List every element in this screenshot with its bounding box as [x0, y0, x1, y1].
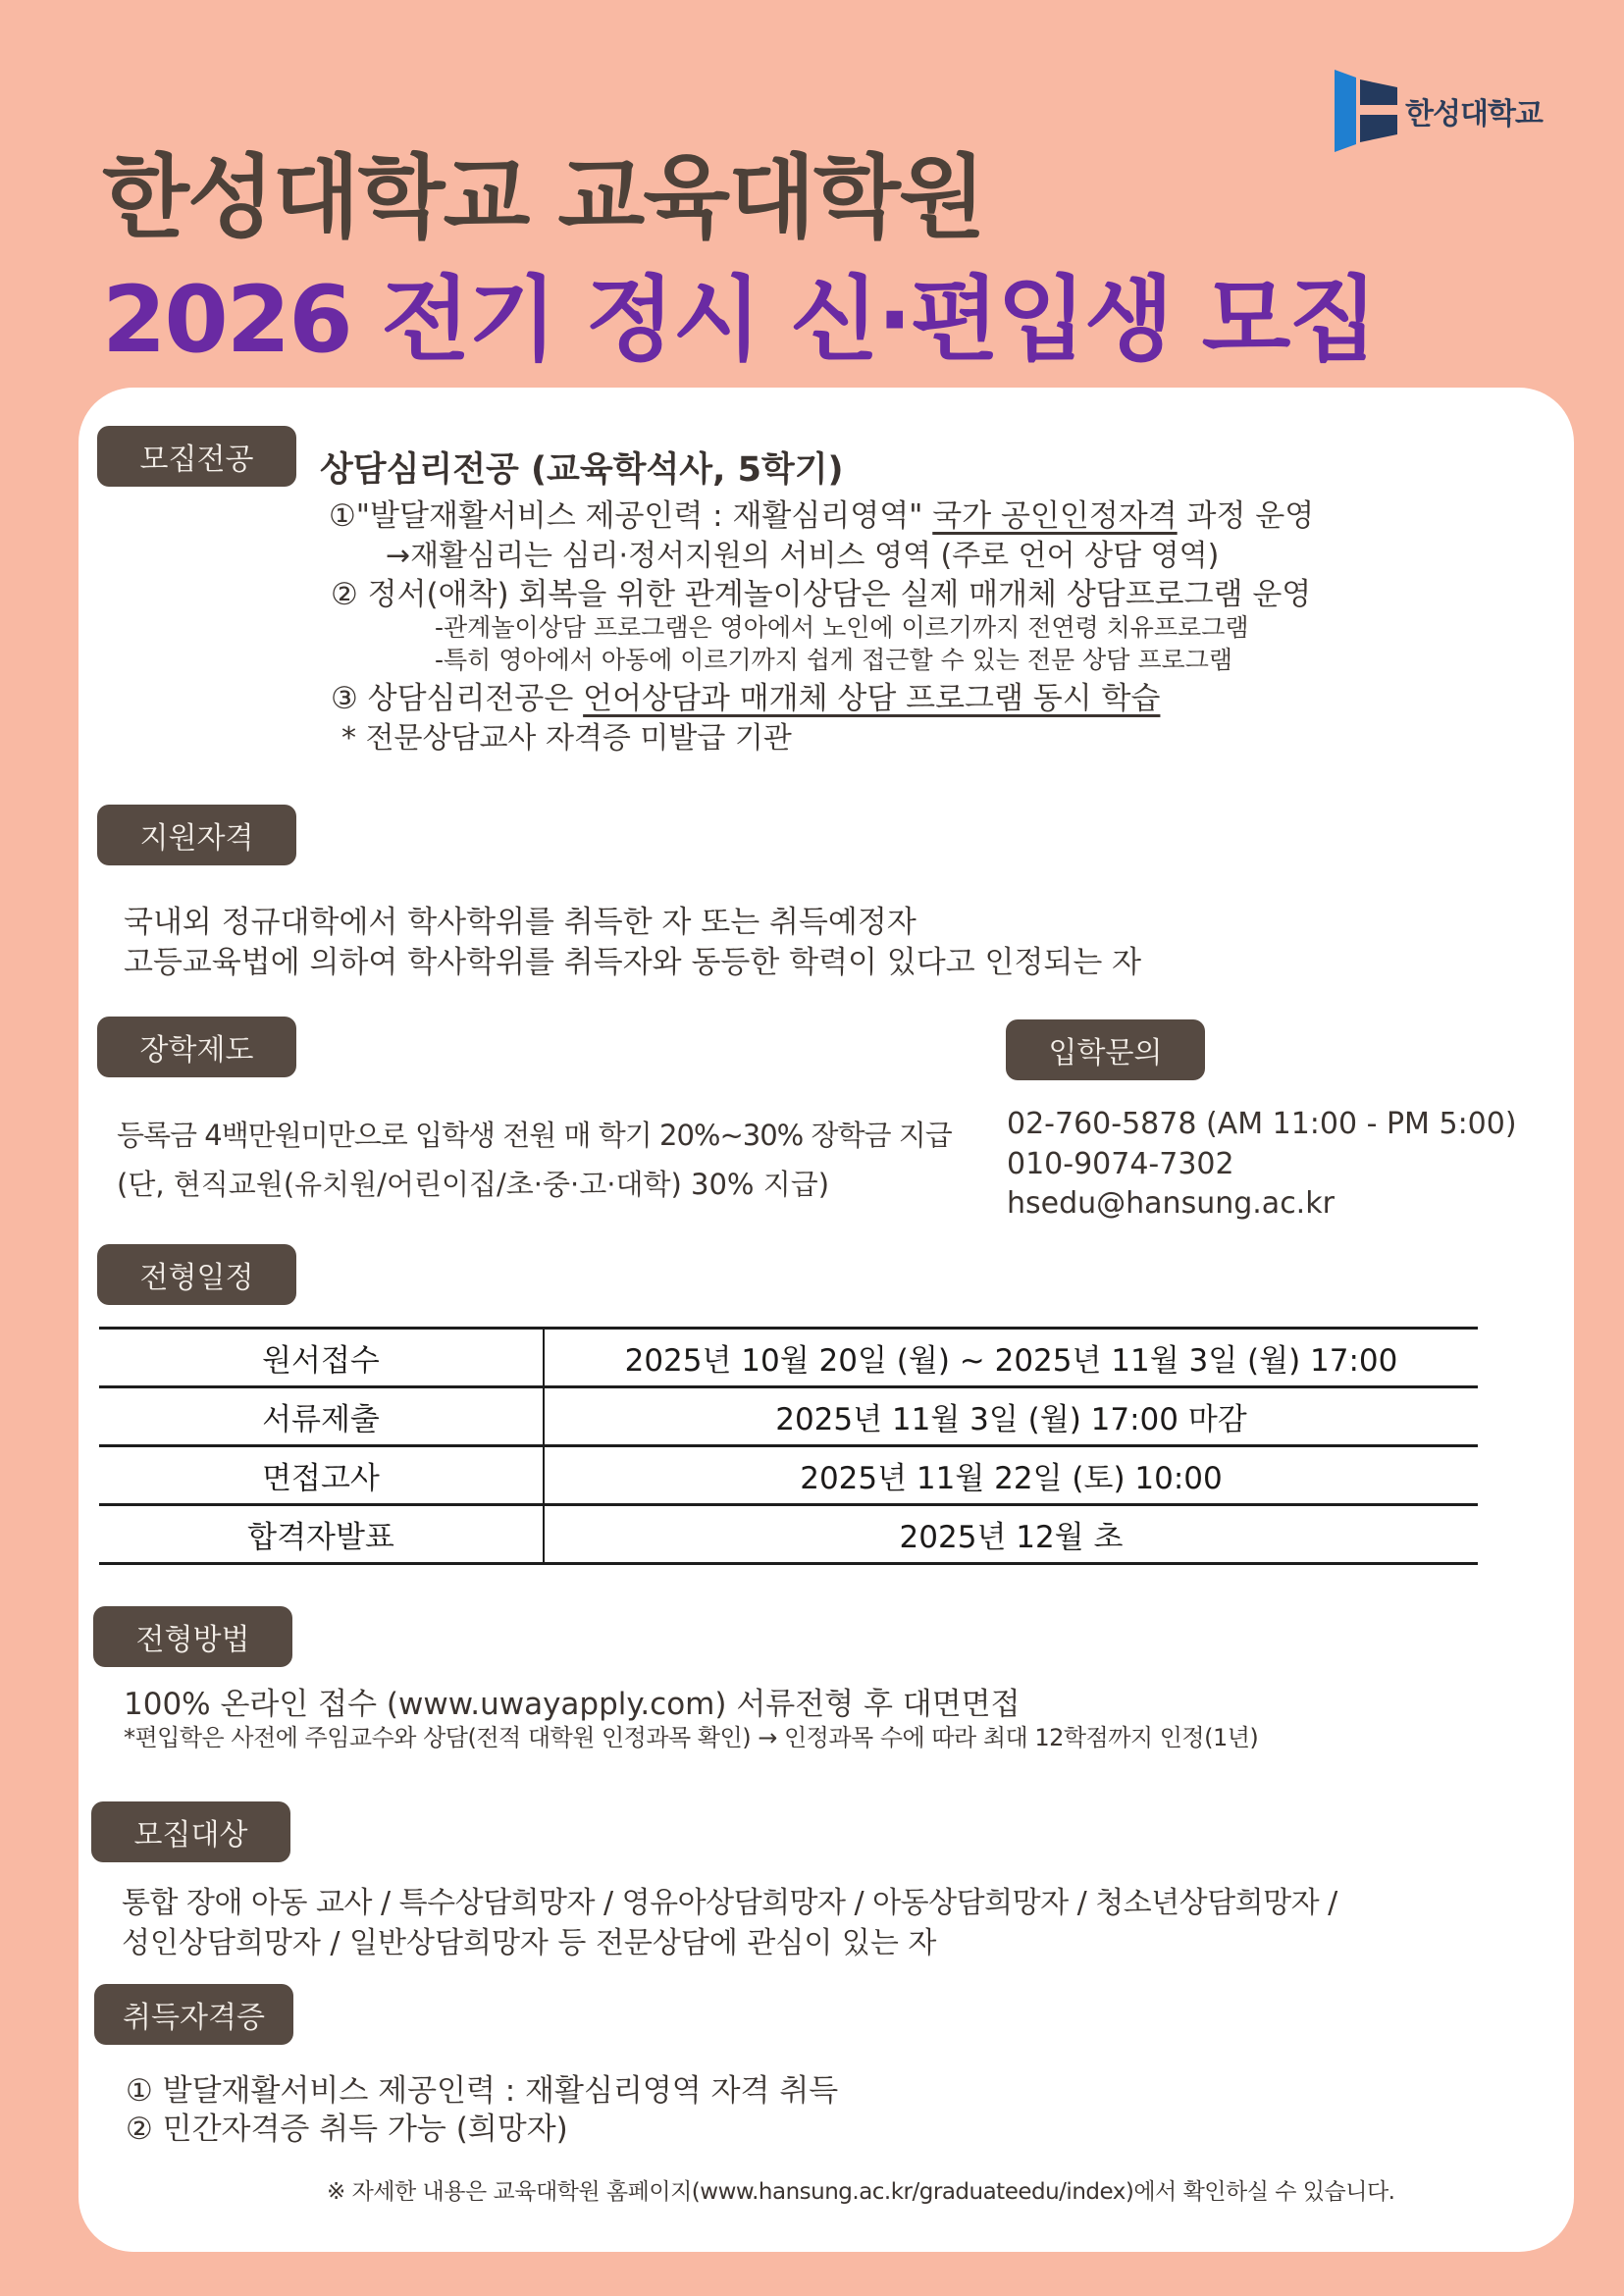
- schedule-value: 2025년 10월 20일 (월) ~ 2025년 11월 3일 (월) 17:00: [544, 1329, 1478, 1387]
- major-heading: 상담심리전공 (교육학석사, 5학기): [320, 450, 844, 490]
- page-title: 한성대학교 교육대학원: [102, 145, 984, 250]
- major-item-1-sub: →재활심리는 심리·정서지원의 서비스 영역 (주로 언어 상담 영역): [386, 539, 1220, 573]
- table-row: [99, 1387, 1478, 1446]
- schedule-label: 서류제출: [99, 1387, 544, 1446]
- major-item-1: ①"발달재활서비스 제공인력 : 재활심리영역" 국가 공인인정자격 과정 운영: [329, 498, 1315, 534]
- certificate-line-2: ② 민간자격증 취득 가능 (희망자): [126, 2112, 568, 2147]
- scholarship-line-1: 등록금 4백만원미만으로 입학생 전원 매 학기 20%~30% 장학금 지급: [117, 1119, 952, 1152]
- section-tag-recruit-major: 모집전공: [97, 426, 296, 487]
- qualification-line-1: 국내외 정규대학에서 학사학위를 취득한 자 또는 취득예정자: [124, 905, 917, 940]
- schedule-label: 면접고사: [99, 1446, 544, 1505]
- major-item-2-sub-2: -특히 영아에서 아동에 이르기까지 쉽게 접근할 수 있는 전문 상담 프로그램: [435, 646, 1232, 674]
- target-line-2: 성인상담희망자 / 일반상담희망자 등 전문상담에 관심이 있는 자: [122, 1926, 937, 1960]
- national-cert-highlight: 국가 공인인정자격: [932, 498, 1178, 534]
- inquiry-email: hsedu@hansung.ac.kr: [1007, 1186, 1335, 1221]
- table-row: [99, 1505, 1478, 1564]
- page-subtitle: 2026 전기 정시 신·편입생 모집: [102, 267, 1377, 374]
- logo-text: 한성대학교: [1405, 97, 1543, 131]
- section-tag-qualification: 지원자격: [97, 805, 296, 865]
- dual-program-highlight: 언어상담과 매개체 상담 프로그램 동시 학습: [583, 681, 1161, 716]
- schedule-value: 2025년 11월 22일 (토) 10:00: [544, 1446, 1478, 1505]
- target-line-1: 통합 장애 아동 교사 / 특수상담희망자 / 영유아상담희망자 / 아동상담희망자 / 청소년상담희망자 /: [122, 1886, 1337, 1920]
- qualification-line-2: 고등교육법에 의하여 학사학위를 취득자와 동등한 학력이 있다고 인정되는 자: [124, 945, 1142, 980]
- inquiry-phone-1: 02-760-5878 (AM 11:00 - PM 5:00): [1007, 1107, 1517, 1141]
- section-tag-scholarship: 장학제도: [97, 1017, 296, 1077]
- major-item-2: ② 정서(애착) 회복을 위한 관계놀이상담은 실제 매개체 상담프로그램 운영: [331, 577, 1312, 612]
- table-row: [99, 1329, 1478, 1387]
- certificate-line-1: ① 발달재활서비스 제공인력 : 재활심리영역 자격 취득: [126, 2073, 839, 2109]
- schedule-table: [99, 1327, 1478, 1565]
- scholarship-line-2: (단, 현직교원(유치원/어린이집/초·중·고·대학) 30% 지급): [117, 1168, 830, 1201]
- inquiry-phone-2: 010-9074-7302: [1007, 1147, 1234, 1181]
- table-row: [99, 1446, 1478, 1505]
- section-tag-method: 전형방법: [93, 1606, 292, 1667]
- section-tag-schedule: 전형일정: [97, 1244, 296, 1305]
- method-line-1: 100% 온라인 접수 (www.uwayapply.com) 서류전형 후 대면면접: [124, 1687, 1021, 1722]
- schedule-value: 2025년 11월 3일 (월) 17:00 마감: [544, 1387, 1478, 1446]
- section-tag-certificate: 취득자격증: [94, 1984, 293, 2045]
- footer-note: ※ 자세한 내용은 교육대학원 홈페이지(www.hansung.ac.kr/graduateedu/index)에서 확인하실 수 있습니다.: [327, 2179, 1395, 2205]
- major-item-2-sub-1: -관계놀이상담 프로그램은 영아에서 노인에 이르기까지 전연령 치유프로그램: [435, 613, 1249, 642]
- major-note: * 전문상담교사 자격증 미발급 기관: [341, 721, 792, 756]
- section-tag-target: 모집대상: [91, 1801, 290, 1862]
- schedule-label: 합격자발표: [99, 1505, 544, 1564]
- hansung-emblem-icon: [1335, 70, 1397, 152]
- section-tag-inquiry: 입학문의: [1006, 1019, 1205, 1080]
- schedule-label: 원서접수: [99, 1329, 544, 1387]
- schedule-value: 2025년 12월 초: [544, 1505, 1478, 1564]
- method-line-2: *편입학은 사전에 주임교수와 상담(전적 대학원 인정과목 확인) → 인정과목 수에 따라 최대 12학점까지 인정(1년): [124, 1724, 1259, 1751]
- university-logo: [1335, 69, 1550, 153]
- major-item-3: ③ 상담심리전공은 언어상담과 매개체 상담 프로그램 동시 학습: [331, 681, 1161, 716]
